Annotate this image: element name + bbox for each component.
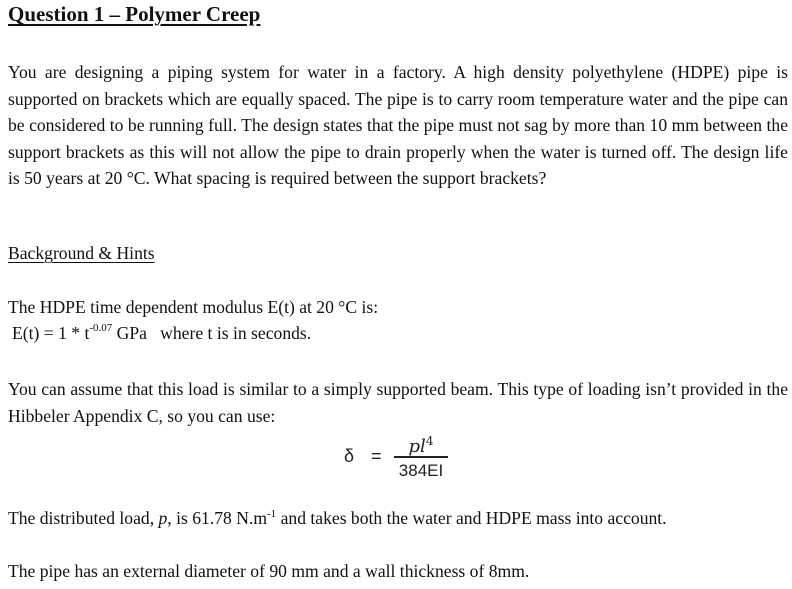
modulus-equation-exponent: -0.07	[89, 322, 113, 335]
load-unit-exponent: -1	[267, 508, 277, 521]
formula-equals-sign: =	[371, 446, 382, 466]
formula-denominator: 384EI	[398, 460, 444, 480]
pipe-dimensions-statement: The pipe has an external diameter of 90 mm and a wall thickness of 8mm.	[8, 561, 530, 581]
question-title: Question 1 – Polymer Creep	[8, 2, 261, 26]
modulus-equation-suffix: GPa where t is in seconds.	[112, 323, 312, 343]
formula-numerator-base: pl	[408, 436, 426, 457]
formula-numerator	[394, 428, 448, 457]
load-prefix: The distributed load,	[8, 508, 159, 528]
load-suffix: and takes both the water and HDPE mass into account.	[276, 508, 667, 528]
section-heading-background-hints: Background & Hints	[8, 243, 155, 263]
modulus-equation	[12, 323, 311, 344]
formula-fraction	[394, 428, 448, 482]
distributed-load-statement	[8, 508, 667, 529]
modulus-equation-prefix: E(t) = 1 * t	[12, 323, 90, 343]
formula-deflection-symbol: δ	[344, 446, 355, 466]
beam-assumption-text: You can assume that this load is similar to a simply supported beam. This type of loading isn’t provided in the Hibbeler Appendix C, so you can use:	[8, 379, 788, 426]
problem-statement: You are designing a piping system for water in a factory. A high density polyethylene (HDPE) pipe is supported on brackets which are equally spaced. The pipe is to carry room temperature water and the pipe can be considered to be running full. The design states that the pipe must not sag by more than 10 mm between the support brackets as this will not allow the pipe to drain properly when the water is turned off. The design life is 50 years at 20 °C. What spacing is required between the support brackets?	[8, 62, 788, 188]
modulus-statement: The HDPE time dependent modulus E(t) at 20 °C is:	[8, 297, 379, 317]
formula-numerator-exponent: 4	[425, 434, 434, 448]
load-symbol: p	[158, 508, 168, 528]
load-middle: , is 61.78 N.m	[167, 508, 268, 528]
